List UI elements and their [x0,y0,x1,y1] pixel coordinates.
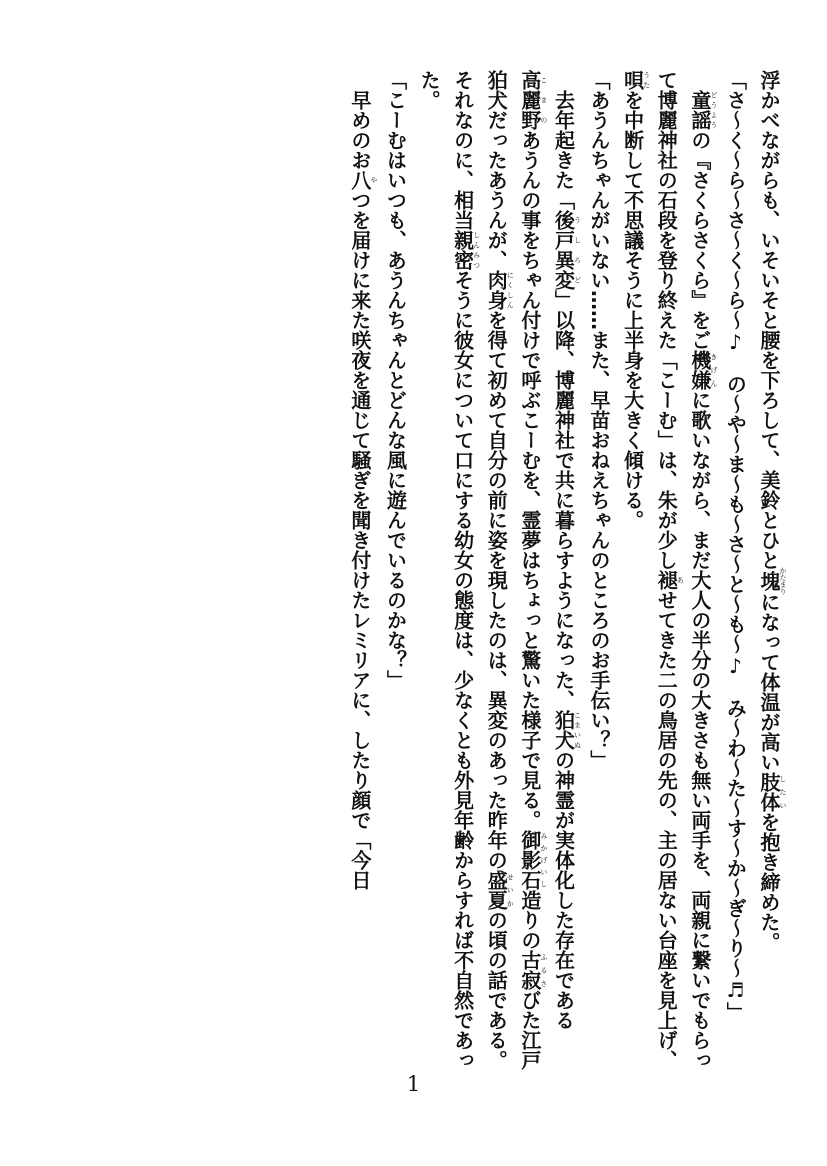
ruby-annotation [517,950,548,990]
text-run: 」以降、博麗神社で共に暮らすようになった、 [551,290,576,710]
ruby-base: 御影石 [517,830,542,890]
text-run: 「さ〜く〜ら〜さ〜く〜ら〜♪ の〜や〜ま〜も〜さ〜と〜も〜♪ み〜わ〜た〜す〜か〜ぎ〜り〜♬」 [723,70,748,1022]
ruby-reading: うしろど [573,210,582,290]
text-run: の『さくらさくら』をご [687,130,712,350]
paragraph [615,70,718,1070]
ruby-annotation [654,570,685,590]
ruby-base: 肢体 [757,772,781,812]
ruby-reading: や [369,170,378,190]
ruby-base: 塊 [757,567,781,595]
vertical-text-body [342,70,787,1070]
ruby-base: 高麗野 [517,70,542,130]
ruby-reading: しんみつ [472,230,481,270]
ruby-annotation [517,830,548,890]
ruby-base: 唄 [620,70,645,90]
text-run: の神霊が実体化した存在である [551,750,576,1030]
text-run: そうに彼女について口にする幼女の態度は、少なくとも外見年齢からすれば不自然であった。 [417,70,475,1070]
ruby-annotation [551,210,582,290]
ruby-reading: うた [642,70,651,90]
ruby-base: 古寂 [517,950,542,990]
text-run: を中断して不思議そうに上半身を大きく傾ける。 [620,90,645,530]
text-run: を抱き締めた。 [757,812,781,952]
ruby-annotation [687,350,718,390]
ruby-annotation [347,170,378,190]
text-run: を得て初めて自分の前に姿を現したのは、異変のあった昨年の [484,310,509,870]
text-run: になって体温が高い [757,592,781,772]
text-run: 造りの [517,890,542,950]
text-run: 早めのお [347,70,372,170]
paragraph [718,70,752,1070]
text-run: あうんの事をちゃん付けで呼ぶこーむを、霊夢はちょっと驚いた様子で見る。 [517,130,542,830]
ruby-reading: こまの [539,70,548,130]
ruby-reading: きげん [709,350,718,390]
paragraph [411,70,581,1070]
ruby-reading: あ [676,570,685,590]
ruby-base: 後戸異変 [551,210,576,290]
ruby-reading: ふるさ [539,950,548,990]
text-run: びた江戸狛犬だったあうんが、 [484,70,542,1070]
text-run: の頃の話である。それなのに、相当 [450,70,509,1070]
paragraph [378,70,412,1070]
ruby-reading: にくしん [506,270,515,310]
text-run: せてきた二の鳥居の先の、主の居ない台座を見上げ、 [654,590,679,1070]
paragraph [581,70,615,1070]
ruby-reading: したい [779,772,787,812]
paragraph [751,70,787,1070]
ruby-annotation [517,70,548,130]
ruby-annotation [620,70,651,90]
ruby-base: 機嫌 [687,350,712,390]
paragraph [342,70,378,1070]
ruby-annotation [757,567,787,595]
text-run [688,70,712,90]
ruby-reading: みかげいし [539,830,548,890]
text-run: つを届けに来た咲夜を通じて騒ぎを聞き付けたレミリアに、したり顔で「今日 [347,190,372,890]
text-run: 浮かべながらも、いそいそと腰を下ろして、美鈴とひと [757,70,781,570]
ruby-annotation [757,772,787,812]
ruby-annotation [484,270,515,310]
ruby-base: 褪 [654,570,679,590]
ruby-reading: かたまり [779,567,787,595]
ruby-reading: どうよう [709,90,718,130]
ruby-base: 盛夏 [484,870,509,910]
ruby-base: 狛犬 [551,710,576,750]
ruby-annotation [687,90,718,130]
text-run: に歌いながら、まだ大人の半分の大きさも無い両手を、両親に繋いでもらって博麗神社の石段を登り終えた「こーむ」は、朱が少し [654,70,712,1070]
text-run: 去年起きた「 [551,70,576,210]
ruby-reading: せいか [506,870,515,910]
ruby-base: 親密 [450,230,475,270]
ruby-annotation [484,870,515,910]
ruby-base: 肉身 [484,270,509,310]
text-run: 「あうんちゃんがいない……また、早苗おねえちゃんのところのお手伝い？」 [587,70,612,770]
ruby-base: 八 [347,170,372,190]
ruby-reading: こまいぬ [573,710,582,750]
text-run: 「こーむはいつも、あうんちゃんとどんな風に遊んでいるのかな？」 [383,70,408,690]
ruby-annotation [450,230,481,270]
page-number: 1 [406,1072,421,1096]
ruby-base: 童謡 [687,90,712,130]
ruby-annotation [551,710,582,750]
